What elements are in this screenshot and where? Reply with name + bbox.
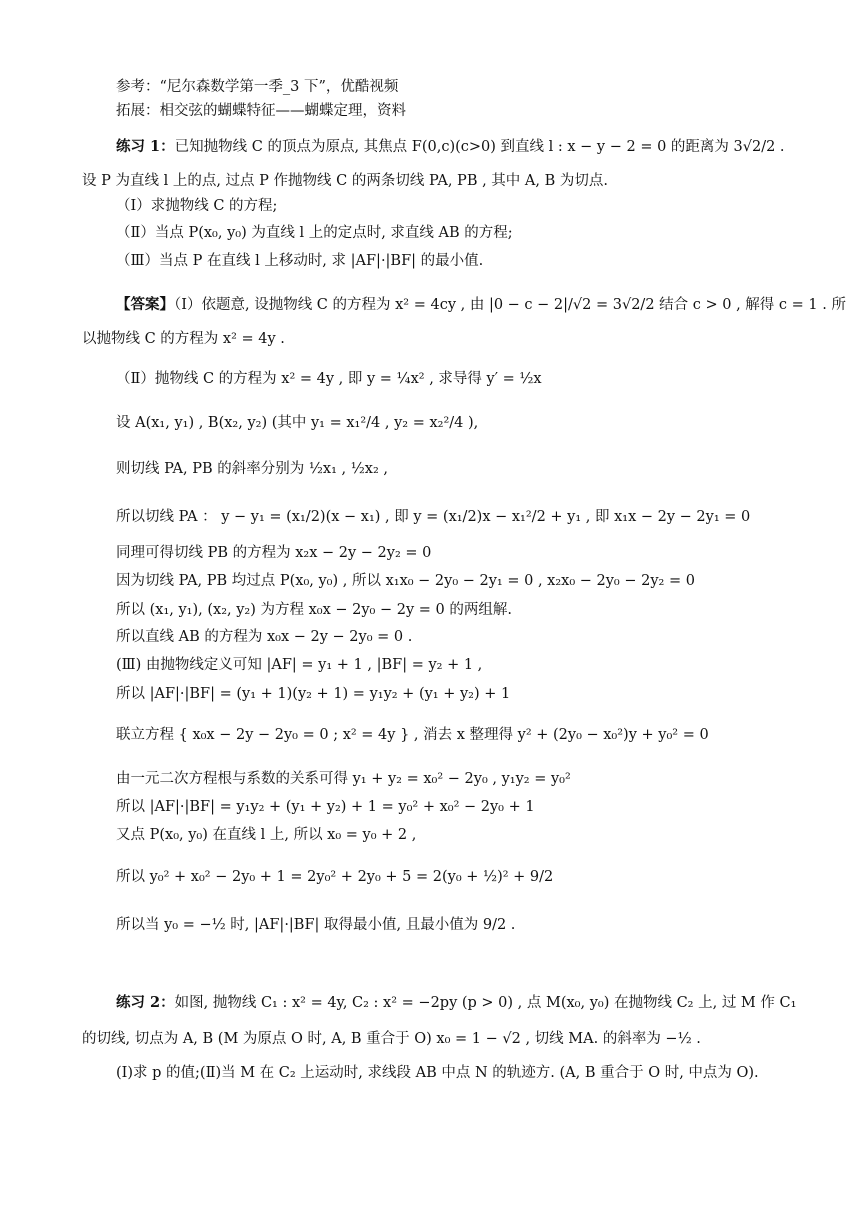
text-line: (Ⅰ)求 p 的值;(Ⅱ)当 M 在 C₂ 上运动时, 求线段 AB 中点 N 的轨迹方. (A, B 重合于 O 时, 中点为 O). [116,1065,759,1081]
text-line: 同理可得切线 PB 的方程为 x₂x − 2y − 2y₂ = 0 [116,545,432,561]
text-line: （Ⅰ）求抛物线 C 的方程; [116,198,278,214]
text-line: 因为切线 PA, PB 均过点 P(x₀, y₀) , 所以 x₁x₀ − 2y₀ − 2y₁ = 0 , x₂x₀ − 2y₀ − 2y₂ = 0 [116,573,695,589]
text-line: 【答案】（Ⅰ）依题意, 设抛物线 C 的方程为 x² = 4cy , 由 |0 − c − 2|/√2 = 3√2/2 结合 c > 0 , 解得 c = 1 . 所 [116,296,846,313]
exercise-label: 练习 1： [116,138,175,155]
text-line: 则切线 PA, PB 的斜率分别为 ½x₁ , ½x₂ , [116,461,388,477]
text-line: （Ⅱ）抛物线 C 的方程为 x² = 4y , 即 y = ¼x² , 求导得 y′ = ½x [116,371,542,387]
text-line: 又点 P(x₀, y₀) 在直线 l 上, 所以 x₀ = y₀ + 2 , [116,827,417,843]
text-line: 所以 |AF|·|BF| = y₁y₂ + (y₁ + y₂) + 1 = y₀² + x₀² − 2y₀ + 1 [116,799,535,815]
text-line: 参考：“尼尔森数学第一季_3 下”，优酷视频 [116,79,399,95]
text-line: 联立方程 { x₀x − 2y − 2y₀ = 0 ; x² = 4y } , 消去 x 整理得 y² + (2y₀ − x₀²)y + y₀² = 0 [116,727,709,743]
text-line: （Ⅱ）当点 P(x₀, y₀) 为直线 l 上的定点时, 求直线 AB 的方程; [116,225,513,241]
text-line: （Ⅲ）当点 P 在直线 l 上移动时, 求 |AF|·|BF| 的最小值. [116,253,484,269]
text-line: 的切线, 切点为 A, B (M 为原点 O 时, A, B 重合于 O) x₀ = 1 − √2 , 切线 MA. 的斜率为 −½ . [82,1031,701,1047]
text-line: 所以切线 PA ： y − y₁ = (x₁/2)(x − x₁) , 即 y = (x₁/2)x − x₁²/2 + y₁ , 即 x₁x − 2y − 2y₁ = 0 [116,509,751,525]
text-line: 所以直线 AB 的方程为 x₀x − 2y − 2y₀ = 0 . [116,629,413,645]
text-line: 拓展：相交弦的蝴蝶特征——蝴蝶定理，资料 [116,103,406,119]
text-line: 所以 y₀² + x₀² − 2y₀ + 1 = 2y₀² + 2y₀ + 5 = 2(y₀ + ½)² + 9/2 [116,869,554,885]
text-line: 所以 |AF|·|BF| = (y₁ + 1)(y₂ + 1) = y₁y₂ + (y₁ + y₂) + 1 [116,686,511,702]
text-line: 所以 (x₁, y₁), (x₂, y₂) 为方程 x₀x − 2y₀ − 2y = 0 的两组解. [116,602,512,618]
text-line: 由一元二次方程根与系数的关系可得 y₁ + y₂ = x₀² − 2y₀ , y₁y₂ = y₀² [116,771,571,787]
exercise-label: 【答案】 [116,296,174,313]
text-line: 所以当 y₀ = −½ 时, |AF|·|BF| 取得最小值, 且最小值为 9/2 . [116,917,516,933]
text-line: 设 P 为直线 l 上的点, 过点 P 作抛物线 C 的两条切线 PA, PB , 其中 A, B 为切点. [82,173,608,189]
text-line: 以抛物线 C 的方程为 x² = 4y . [82,331,285,347]
text-line: (Ⅲ) 由抛物线定义可知 |AF| = y₁ + 1 , |BF| = y₂ + 1 , [116,657,483,673]
text-line: 练习 2：如图, 抛物线 C₁ : x² = 4y, C₂ : x² = −2py (p > 0) , 点 M(x₀, y₀) 在抛物线 C₂ 上, 过 M 作 C₁ [116,994,797,1011]
text-line: 练习 1：已知抛物线 C 的顶点为原点, 其焦点 F(0,c)(c>0) 到直线 l : x − y − 2 = 0 的距离为 3√2/2 . [116,138,785,155]
exercise-label: 练习 2： [116,994,175,1011]
text-line: 设 A(x₁, y₁) , B(x₂, y₂) (其中 y₁ = x₁²/4 , y₂ = x₂²/4 ), [116,415,479,431]
